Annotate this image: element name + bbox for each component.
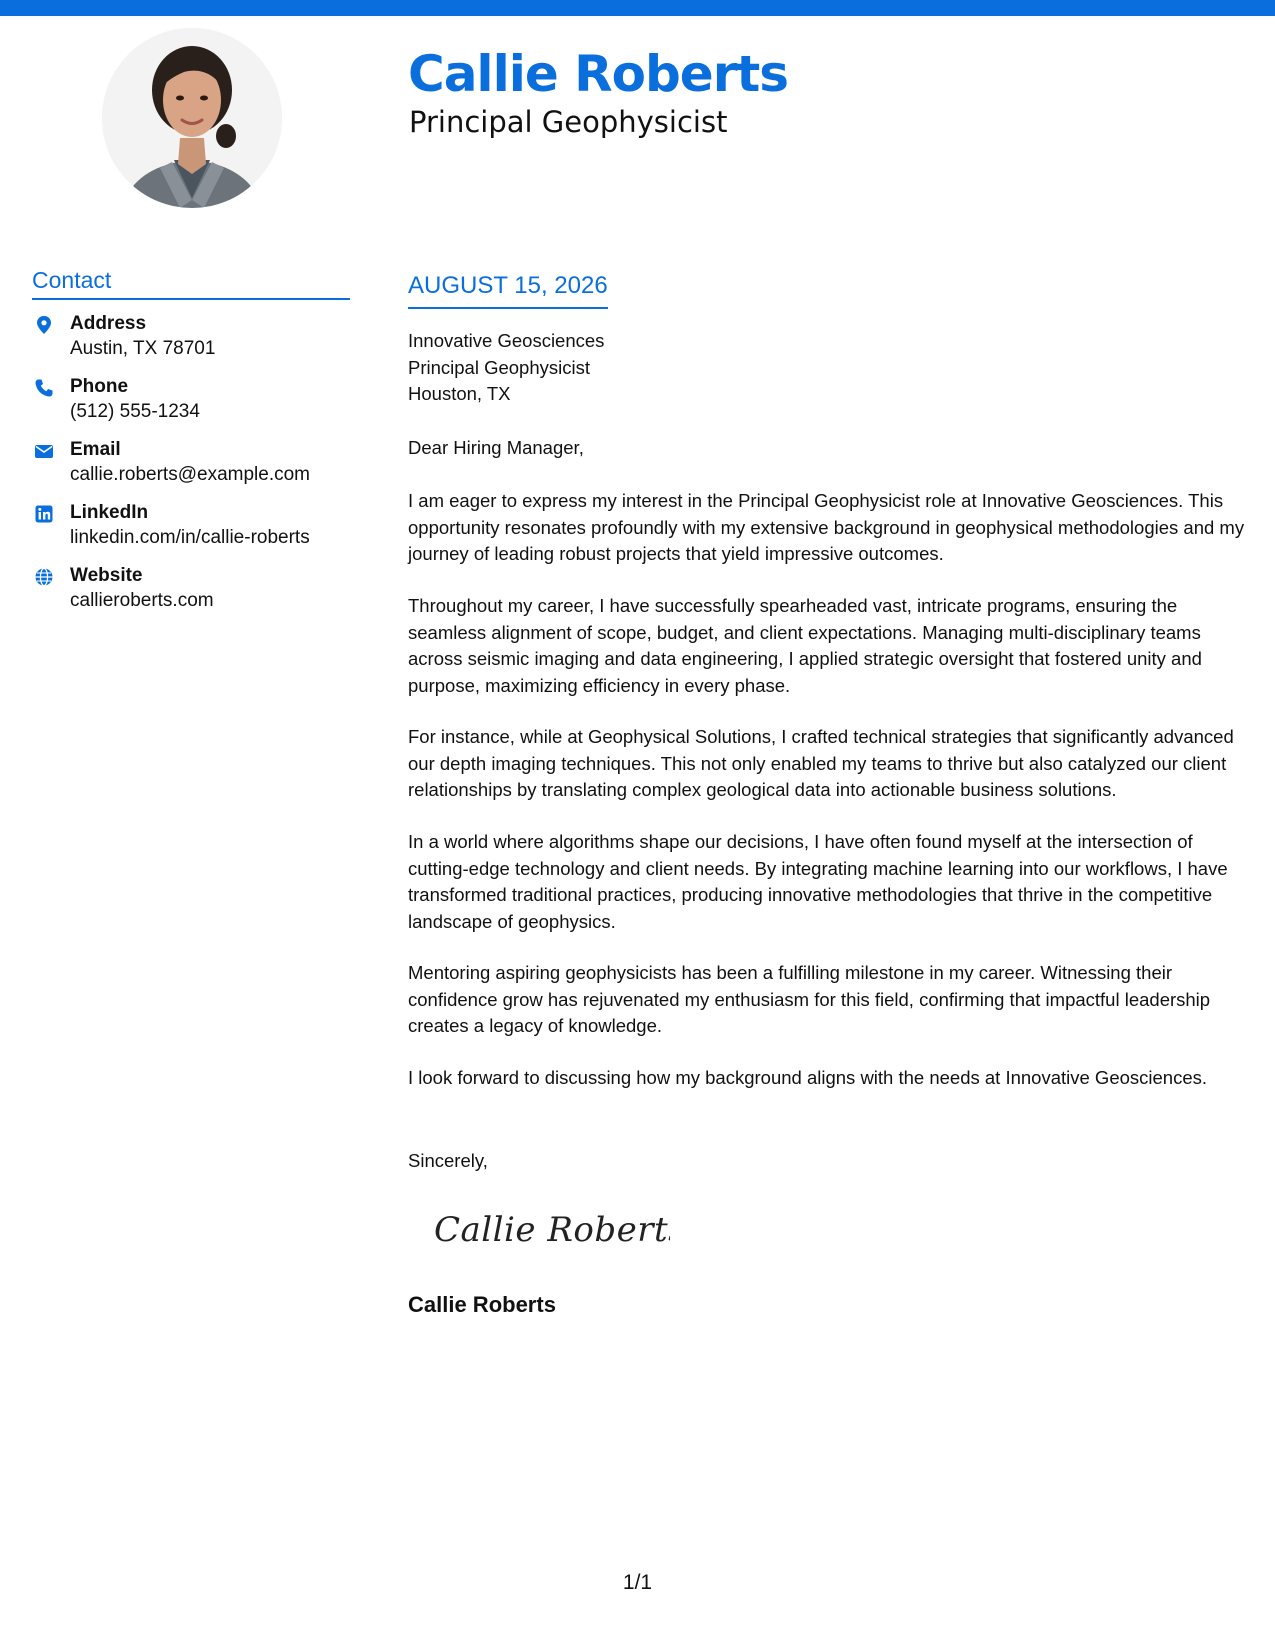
contact-address — [32, 311, 362, 365]
contact-label: Website — [70, 565, 143, 586]
contact-heading: Contact — [32, 266, 350, 300]
applicant-title: Principal Geophysicist — [409, 105, 728, 139]
recipient-position: Principal Geophysicist — [408, 356, 590, 378]
contact-value[interactable]: callie.roberts@example.com — [70, 464, 310, 485]
linkedin-icon — [34, 504, 54, 524]
body-paragraph: I look forward to discussing how my background aligns with the needs at Innovative Geosciences. — [408, 1067, 1208, 1088]
body-paragraph: I am eager to express my interest in the Principal Geophysicist role at Innovative Geosciences. This opportunity resonates profoundly with my extensive background in geophysical methodologies and my journey of leading robust projects that yield impressive outcomes. — [408, 490, 1245, 564]
contact-label: LinkedIn — [70, 502, 149, 523]
recipient-company: Innovative Geosciences — [408, 330, 605, 351]
signer-name: Callie Roberts — [408, 1292, 556, 1317]
handwritten-signature — [430, 1205, 670, 1255]
envelope-icon — [34, 441, 54, 461]
contact-value[interactable]: callieroberts.com — [70, 590, 214, 611]
page-number: 1/1 — [622, 1571, 653, 1594]
phone-icon — [34, 378, 54, 398]
globe-icon — [34, 567, 54, 587]
contact-label: Email — [70, 439, 121, 460]
contact-value[interactable]: linkedin.com/in/callie-roberts — [70, 527, 310, 548]
contact-label: Address — [70, 313, 147, 334]
profile-photo — [102, 28, 282, 208]
recipient-location: Houston, TX — [408, 383, 511, 404]
contact-linkedin[interactable] — [32, 500, 362, 554]
body-paragraph: Throughout my career, I have successfully spearheaded vast, intricate programs, ensuring the seamless alignment of scope, budget, and client expectations. Managing multi-disciplinary teams across seismic imaging and data engineering, I applied strategic oversight that fostered unity and purpose, maximizing efficiency in every phase. — [408, 595, 1202, 696]
svg-text:Callie Roberts: Callie Roberts — [434, 1210, 670, 1250]
body-paragraph: For instance, while at Geophysical Solutions, I crafted technical strategies that significantly advanced our depth imaging techniques. This not only enabled my teams to thrive but also catalyzed our client relationships by translating complex geological data into actionable business solutions. — [408, 726, 1234, 800]
recipient-block — [408, 328, 604, 408]
salutation: Dear Hiring Manager, — [408, 437, 584, 458]
body-paragraph: Mentoring aspiring geophysicists has been a fulfilling milestone in my career. Witnessing their confidence grow has rejuvenated my enthusiasm for this field, confirming that impactful leadership creates a legacy of knowledge. — [408, 962, 1211, 1036]
contact-value: (512) 555-1234 — [70, 401, 200, 422]
contact-phone — [32, 374, 362, 428]
contact-website[interactable] — [32, 563, 362, 617]
contact-email[interactable] — [32, 437, 362, 491]
applicant-name: Callie Roberts — [408, 45, 789, 103]
contact-value: Austin, TX 78701 — [70, 338, 216, 359]
closing: Sincerely, — [408, 1150, 488, 1171]
top-accent-bar — [0, 0, 1275, 16]
body-paragraph: In a world where algorithms shape our decisions, I have often found myself at the intersection of cutting-edge technology and client needs. By integrating machine learning into our workflows, I have transformed traditional practices, producing innovative methodologies that thrive in the competitive landscape of geophysics. — [408, 831, 1228, 932]
contact-label: Phone — [70, 376, 129, 397]
map-pin-icon — [34, 315, 54, 335]
letter-date: AUGUST 15, 2026 — [408, 271, 608, 309]
